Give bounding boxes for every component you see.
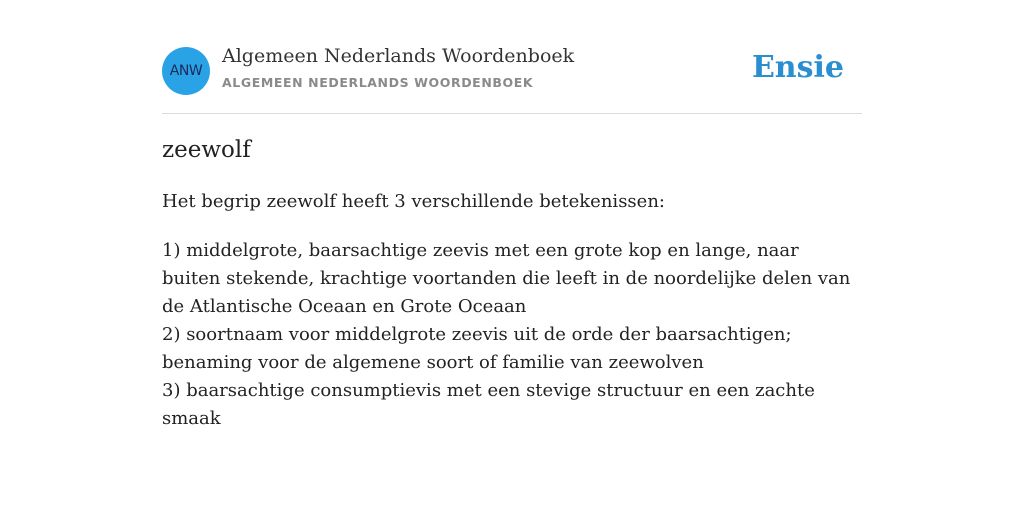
anw-logo[interactable] xyxy=(162,47,210,95)
definition-item: 1) middelgrote, baarsachtige zeevis met een grote kop en lange, naar buiten stekende, krachtige voortanden die leeft in de noordelijke delen van de Atlantische Oceaan en Grote Oceaan xyxy=(162,240,851,317)
entry-intro: Het begrip zeewolf heeft 3 verschillende betekenissen: xyxy=(162,191,665,212)
logo-text: ANW xyxy=(169,63,203,79)
ensie-brand-link[interactable]: Ensie xyxy=(751,50,844,85)
definitions-list xyxy=(162,237,862,433)
header xyxy=(162,0,862,114)
definition-item: 3) baarsachtige consumptievis met een stevige structuur en een zachte smaak xyxy=(162,380,815,429)
entry-term: zeewolf xyxy=(162,137,251,163)
definition-item: 2) soortnaam voor middelgrote zeevis uit de orde der baarsachtigen; benaming voor de algemene soort of familie van zeewolven xyxy=(162,324,792,373)
content-container xyxy=(162,0,862,429)
site-subtitle: ALGEMEEN NEDERLANDS WOORDENBOEK xyxy=(222,75,534,90)
site-title[interactable]: Algemeen Nederlands Woordenboek xyxy=(222,45,575,67)
